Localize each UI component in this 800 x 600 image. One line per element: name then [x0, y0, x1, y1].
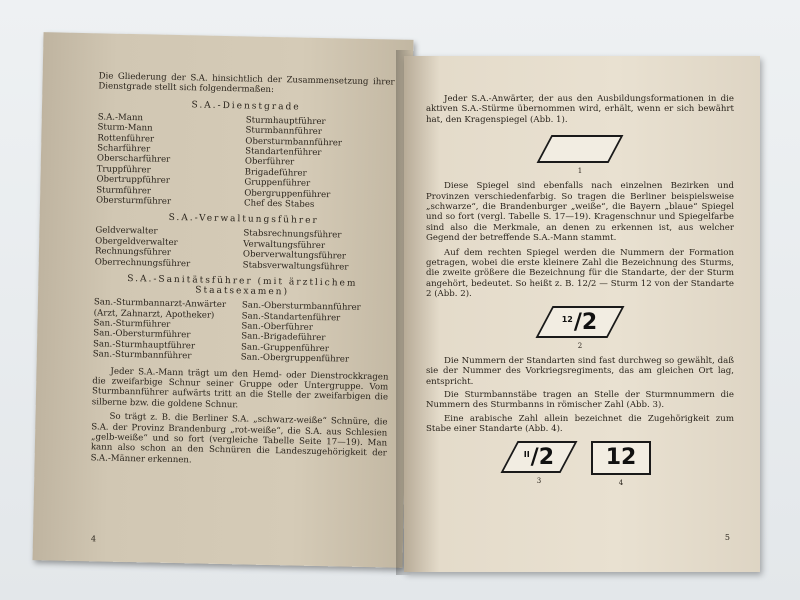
rank: Brigadeführer — [244, 167, 307, 179]
left-page-number: 4 — [90, 534, 97, 544]
figure-2 — [426, 306, 734, 338]
rank: San.-Sturmbannführer — [92, 349, 192, 362]
rank: Obertruppführer — [96, 174, 170, 187]
rank: San.-Brigadeführer — [241, 331, 326, 344]
rank: San.-Standartenführer — [241, 310, 341, 323]
rank: Sturm-Mann — [97, 122, 153, 134]
right-para5: Die Sturmbannstäbe tragen an Stelle der Sturmnummern die Nummern des Sturmbanns in römischer Zahl (Abb. 3). — [426, 389, 734, 411]
collar-tab-12-2 — [535, 306, 624, 338]
rank: Geldverwalter — [95, 225, 158, 238]
figures-3-4 — [426, 441, 734, 493]
standarte-number: 12 — [605, 445, 637, 471]
figure-2-label: 2 — [577, 341, 583, 350]
roman-number: II — [523, 449, 530, 459]
standarte-number: /2 — [530, 444, 555, 470]
right-para2: Diese Spiegel sind ebenfalls nach einzelnen Bezirken und Provinzen verschiedenfarbig. So tragen die Berliner beispielsweise „schwarze“, die Brandenburger „weiße“, die Bayern „blaue“ Spiegel und so fort (vergl. Tabelle S. 17—19). Kragenschnur und Spiegelfarbe sind also die Merkmale, an denen zu erkennen ist, aus welcher Gegend der betreffende S.A.-Mann stammt. — [426, 181, 734, 244]
sec3-columns — [93, 297, 390, 366]
left-para1: Jeder S.A.-Mann trägt um den Hemd- oder Dienstrockkragen die zweifarbige Schnur seiner Gruppe oder Untergruppe. Vom Sturmbannführer aufwärts tritt an die Stelle der zweifarbigen die silberne bzw. die goldene Schnur. — [91, 366, 389, 411]
rank: San.-Sturmbannarzt-Anwärter — [93, 297, 227, 311]
collar-tab-ii-2 — [500, 441, 577, 473]
collar-tab-12 — [591, 441, 651, 475]
sec1-heading: S.A.-Dienstgrade — [191, 100, 301, 113]
rank: San.-Oberführer — [241, 321, 314, 333]
collar-tab-plain — [537, 135, 624, 163]
figure-1-label: 1 — [577, 167, 583, 176]
rank: San.-Obersturmbannführer — [241, 300, 361, 313]
right-page — [404, 56, 760, 572]
sec2-columns — [95, 226, 392, 274]
sec1-col2 — [244, 115, 394, 212]
rank: Gruppenführer — [244, 177, 311, 190]
rank: Stabsverwaltungsführer — [242, 260, 349, 273]
right-para1: Jeder S.A.-Anwärter, der aus den Ausbildungsformationen in die aktiven S.A.-Stürme übernommen wird, erhält, wenn er sich bewährt hat, den Kragenspiegel (Abb. 1). — [426, 94, 734, 125]
rank: Stabsrechnungsführer — [243, 228, 342, 241]
rank: San.-Obergruppenführer — [240, 352, 350, 365]
figure-4 — [591, 441, 651, 493]
figure-3-label: 3 — [536, 476, 542, 485]
right-para4: Die Nummern der Standarten sind fast durchweg so gewählt, daß sie der Nummer des Vorkriegsregiments, das am gleichen Ort lag, entspricht. — [426, 355, 734, 387]
rank: San.-Obersturmführer — [93, 328, 191, 341]
rank: Verwaltungsführer — [243, 239, 326, 251]
rank: Obersturmbannführer — [245, 136, 343, 149]
left-intro: Die Gliederung der S.A. hinsichtlich der Zusammensetzung ihrer Dienstgrade stellt sich folgendermaßen: — [98, 71, 395, 96]
right-para3: Auf dem rechten Spiegel werden die Nummern der Formation getragen, wobei die erste kleinere Zahl die Bezeichnung des Sturms, die zweite größere die Bezeichnung für die Standarte, der der Sturm angehört, bedeutet. So heißt z. B. 12/2 — Sturm 12 von der Standarte 2 (Abb. 2). — [426, 247, 734, 300]
sec1-col1 — [96, 112, 246, 209]
rank: Rechnungsführer — [94, 246, 172, 259]
figure-3 — [509, 441, 569, 493]
sec3-col2 — [241, 300, 390, 366]
rank: San.-Sturmführer — [93, 318, 171, 330]
left-page — [33, 32, 414, 568]
figure-1 — [426, 135, 734, 163]
sec3-heading: S.A.-Sanitätsführer (mit ärztlichem Staatsexamen) — [127, 274, 358, 298]
rank: Standartenführer — [245, 146, 322, 159]
sec3-col1 — [93, 297, 242, 363]
sec1-columns — [96, 112, 394, 212]
storm-number: 12 — [562, 314, 574, 324]
rank: Oberverwaltungsführer — [242, 249, 347, 262]
standarte-number: /2 — [574, 309, 598, 335]
rank: Rottenführer — [97, 132, 155, 145]
rank: San.-Gruppenführer — [240, 342, 329, 354]
rank: Obergeldverwalter — [95, 236, 178, 248]
rank: Sturmhauptführer — [245, 115, 326, 127]
rank: Oberscharführer — [96, 153, 171, 166]
sec2-col1 — [95, 226, 244, 271]
sec2-col2 — [243, 229, 392, 274]
rank: (Arzt, Zahnarzt, Apotheker) — [93, 307, 215, 321]
rank: San.-Sturmhauptführer — [92, 339, 196, 352]
figure-4-label: 4 — [618, 478, 624, 487]
rank: Scharführer — [97, 143, 151, 155]
sec2-heading: S.A.-Verwaltungsführer — [168, 213, 319, 227]
left-para2: So trägt z. B. die Berliner S.A. „schwarz-weiße“ Schnüre, die S.A. der Provinz Brandenburg „rot-weiße“, die S.A. aus Schlesien „gelb-weiße“ und so fort (vergleiche Tabelle Seite 17—19). Man kann also schon an den Schnüren die Landeszugehörigkeit der S.A.-Männer erkennen. — [90, 411, 388, 466]
rank: S.A.-Mann — [97, 112, 144, 124]
rank: Oberführer — [244, 156, 295, 168]
rank: Oberrechnungsführer — [94, 256, 191, 269]
rank: Chef des Stabes — [243, 198, 315, 210]
right-page-number: 5 — [724, 533, 730, 542]
rank: Sturmbannführer — [245, 125, 323, 138]
right-para6: Eine arabische Zahl allein bezeichnet die Zugehörigkeit zum Stabe einer Standarte (Abb. 4). — [426, 413, 734, 435]
rank: Obergruppenführer — [244, 188, 331, 200]
rank: Obersturmführer — [95, 195, 172, 207]
rank: Truppführer — [96, 164, 151, 176]
rank: Sturmführer — [96, 184, 152, 197]
